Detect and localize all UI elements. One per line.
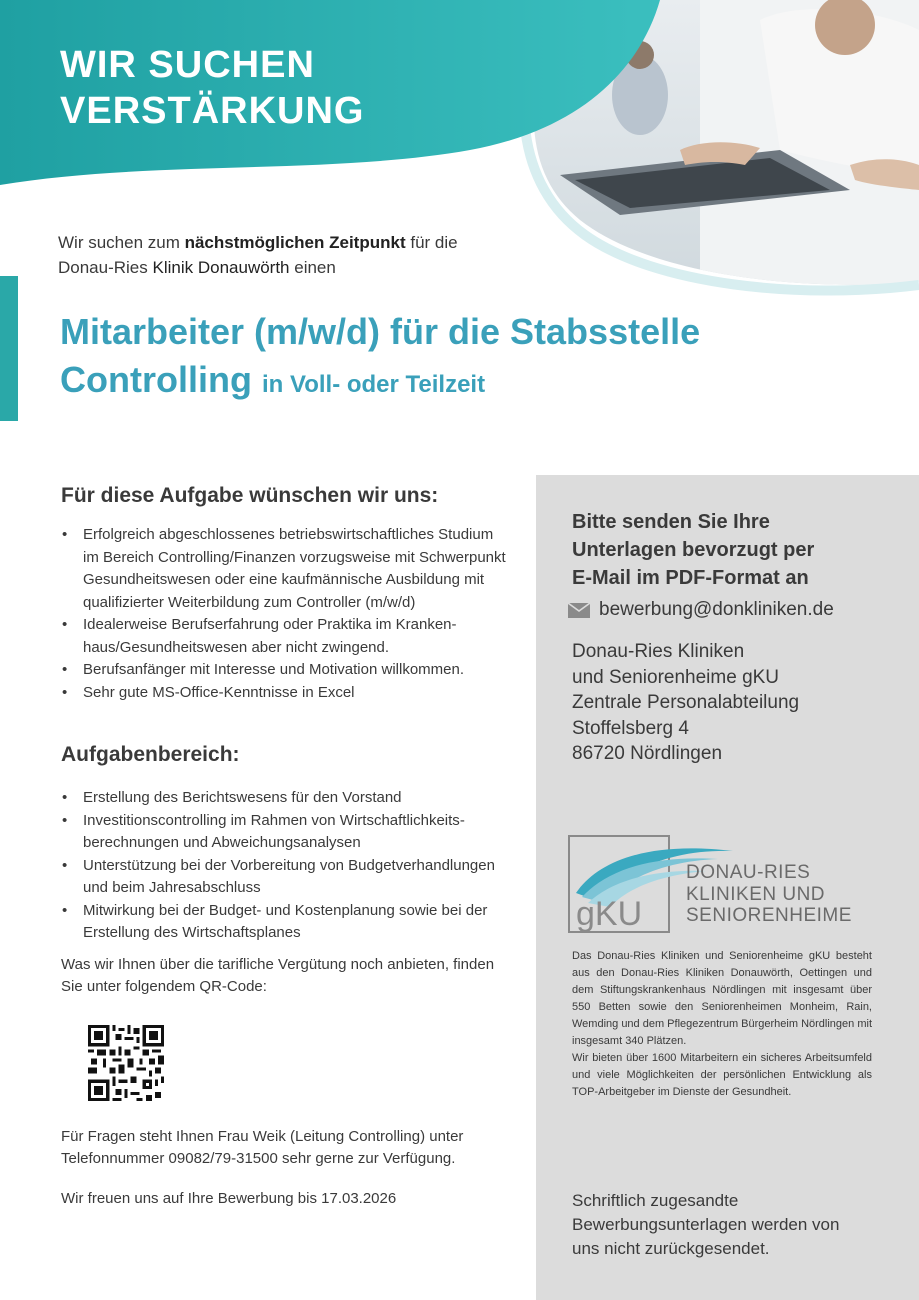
logo-line: DONAU-RIES (686, 862, 811, 883)
address-line: 86720 Nördlingen (572, 743, 723, 764)
qr-code[interactable] (88, 1025, 164, 1101)
job-subtitle: in Voll- oder Teilzeit (261, 371, 486, 398)
list-item: • Berufsanfänger mit Interesse und Motivation willkommen. (61, 659, 513, 682)
intro-line1-bold: nächstmöglichen Zeitpunkt (184, 233, 406, 252)
intro-line1-pre: Wir suchen zum (58, 233, 185, 252)
requirements-heading: Für diese Aufgabe wünschen wir uns: (61, 484, 439, 507)
list-item: • Sehr gute MS-Office-Kenntnisse in Excel (61, 682, 513, 705)
return-note (572, 1189, 839, 1261)
contact-text: Für Fragen steht Ihnen Frau Weik (Leitung Controlling) unter Telefonnummer 09082/79-31500 sehr gerne zur Verfügung. (61, 1127, 464, 1167)
logo-line: SENIORENHEIME (686, 905, 852, 926)
hero-title (60, 42, 364, 134)
email-link[interactable]: bewerbung@donkliniken.de (599, 599, 834, 620)
accent-bar (0, 276, 18, 421)
closing-text: Wir freuen uns auf Ihre Bewerbung bis 17.03.2026 (61, 1189, 397, 1207)
intro-line2-pre: Donau-Ries (58, 258, 153, 277)
about-paragraph-2: Wir bieten über 1600 Mitarbeitern ein sicheres Arbeitsumfeld und viele Möglichkeiten der persönlichen Entwicklung als TOP-Arbeitgeber im Dienste der Gesundheit. (572, 1052, 872, 1098)
job-title (60, 308, 700, 409)
list-item: • Unterstützung bei der Vorbereitung von Budgetverhandlungen und beim Jahresabschluss (61, 855, 513, 900)
requirements-list (61, 524, 513, 704)
intro-text (58, 230, 458, 280)
tasks-list (61, 787, 513, 945)
note-line2: Bewerbungsunterlagen werden von (572, 1215, 840, 1234)
list-item: • Mitwirkung bei der Budget- und Kostenplanung sowie bei der Erstellung des Wirtschaftsplanes (61, 900, 513, 945)
tasks-heading: Aufgabenbereich: (61, 743, 240, 766)
send-line2: Unterlagen bevorzugt per (572, 539, 815, 561)
hero-title-line2: VERSTÄRKUNG (60, 90, 365, 132)
address-line: Stoffelsberg 4 (572, 717, 689, 739)
about-paragraph-1: Das Donau-Ries Kliniken und Seniorenheime gKU besteht aus den Donau-Ries Kliniken Donauwörth, Oettingen und dem Stiftungskrankenhaus Nördlingen mit insgesamt über 550 Betten sowie den Seniorenheimen Monheim, Rain, Wemding und dem Pflegezentrum Bürgerheim Nördlingen mit insgesamt 340 Plätzen. (572, 950, 872, 1047)
sidebar-panel (536, 475, 919, 1300)
about-text (572, 948, 872, 1101)
logo-mark: gKU (576, 895, 643, 933)
job-title-line2: Controlling (60, 359, 252, 400)
list-item: • Erfolgreich abgeschlossenes betriebswirtschaftliches Studium im Bereich Controlling/Finanzen vorzugsweise mit Schwerpunkt Gesundheitswesen oder eine kaufmännische Ausbildung mit qualifizierter Weiterbildung zum Controller (m/w/d) (61, 524, 513, 614)
logo-line: KLINIKEN UND (686, 883, 826, 905)
list-item: • Idealerweise Berufserfahrung oder Praktika im Krankenhaus/Gesundheitswesen aber nicht zwingend. (61, 614, 513, 659)
send-line3: E-Mail im PDF-Format an (572, 567, 809, 589)
hero-title-line1: WIR SUCHEN (60, 44, 315, 86)
send-line1: Bitte senden Sie Ihre (572, 511, 770, 533)
address-line: und Seniorenheime gKU (572, 666, 780, 688)
address-line: Donau-Ries Kliniken (572, 641, 745, 662)
send-instructions (572, 508, 814, 592)
intro-line2-highlight: Klinik Donauwörth (152, 258, 290, 277)
envelope-icon (568, 603, 590, 618)
note-line1: Schriftlich zugesandte (572, 1191, 739, 1210)
intro-line1-post: für die (405, 233, 458, 252)
job-title-line1: Mitarbeiter (m/w/d) für die Stabsstelle (60, 311, 701, 352)
logo-wordmark (686, 862, 852, 927)
list-item: • Investitionscontrolling im Rahmen von Wirtschaftlichkeitsberechnungen und Abweichungsanalysen (61, 810, 513, 855)
note-line3: uns nicht zurückgesendet. (572, 1239, 770, 1258)
email-row[interactable] (568, 599, 834, 621)
left-column (61, 484, 513, 1210)
postal-address (572, 639, 799, 767)
list-item: • Erstellung des Berichtswesens für den Vorstand (61, 787, 513, 810)
address-line: Zentrale Personalabteilung (572, 692, 800, 713)
intro-line2-post: einen (289, 258, 336, 277)
compensation-text: Was wir Ihnen über die tarifliche Vergütung noch anbieten, finden Sie unter folgendem QR-Code: (61, 955, 495, 995)
